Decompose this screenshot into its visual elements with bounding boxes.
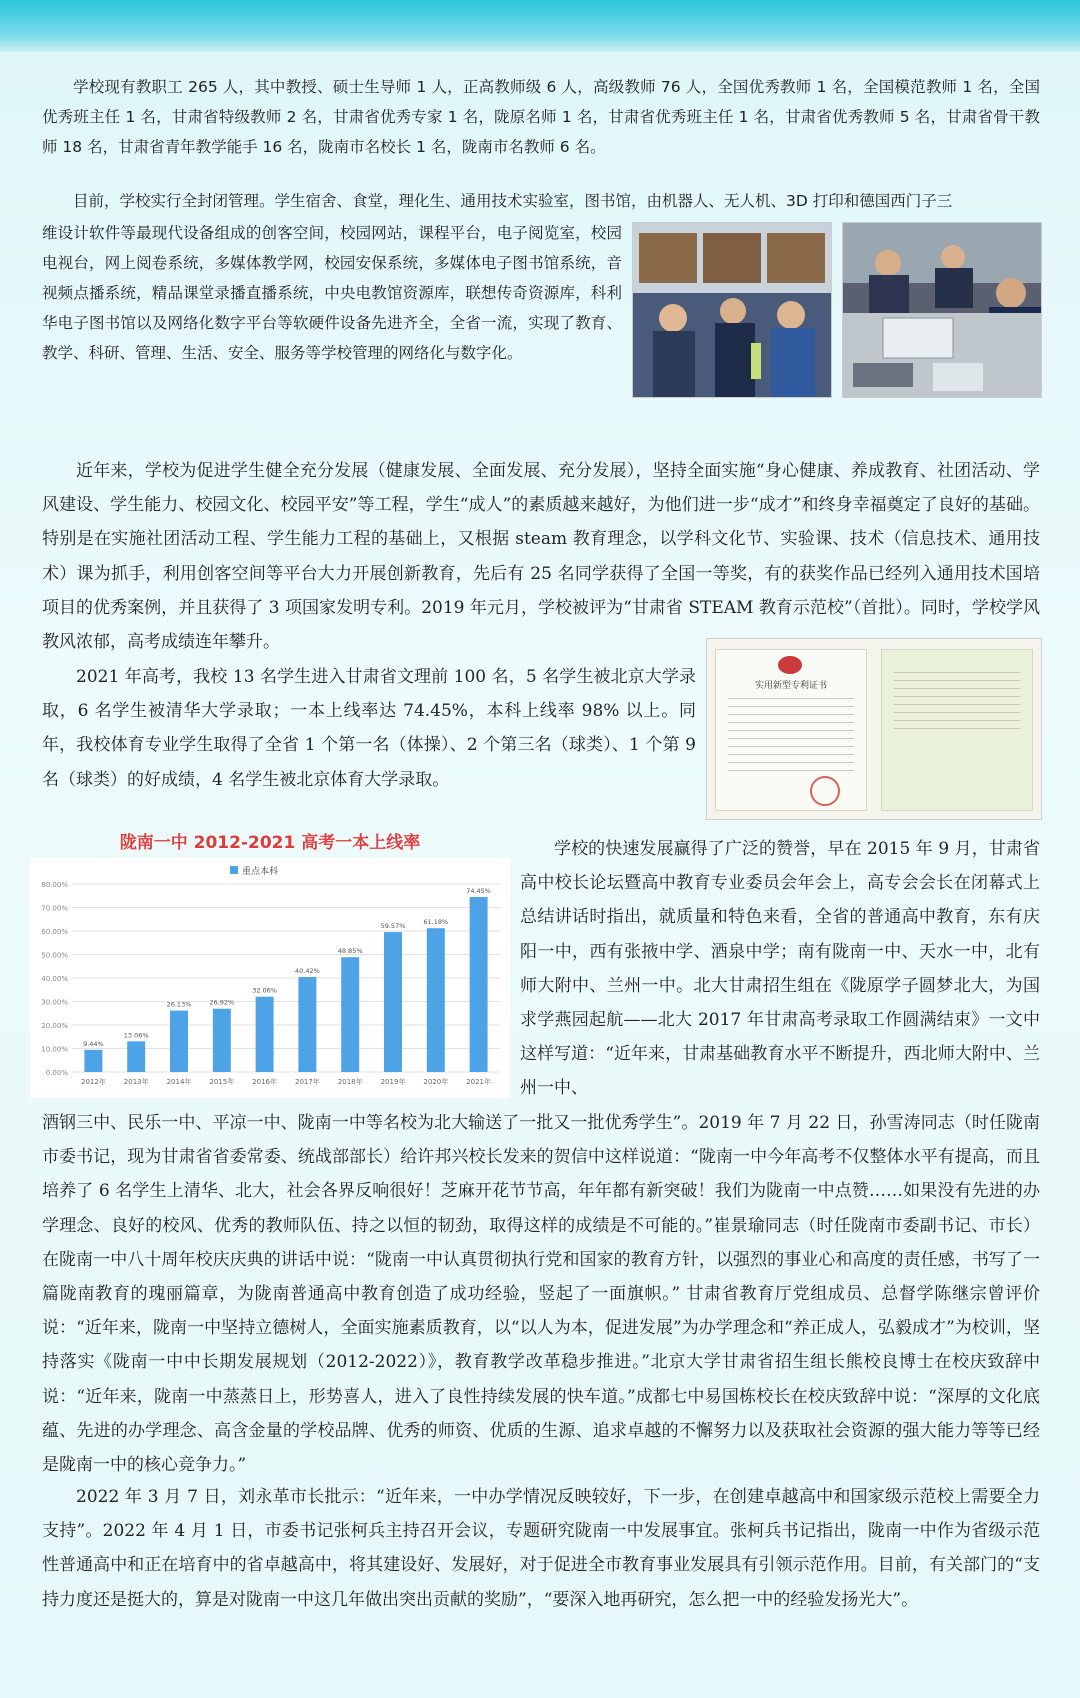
- robotics-photo: [842, 222, 1042, 398]
- development-paragraph: 近年来，学校为促进学生健全充分发展（健康发展、全面发展、充分发展），坚持全面实施“身心健康、养成教育、社团活动、学风建设、学生能力、校园文化、校园平安”等工程，学生“成人”的素质越来越好，为他们进一步“成才”和终身幸福奠定了良好的基础。特别是在实施社团活动工程、学生能力工程的基础上，又根据 steam 教育理念，以学科文化节、实验课、技术（信息技术、通用技术）课为抓手，利用创客空间等平台大力开展创新教育，先后有 25 名同学获得了全国一等奖，有的获奖作品已经列入通用技术国培项目的优秀案例，并且获得了 3 项国家发明专利。2019 年元月，学校被评为“甘肃省 STEAM 教育示范校”（首批）。同时，学校学风教风浓郁，高考成绩连年攀升。: [42, 461, 1040, 653]
- x-tick-label: 2021年: [466, 1078, 492, 1086]
- patent-certificate: [706, 638, 1042, 820]
- bar: [170, 1011, 188, 1072]
- bar-value-label: 9.44%: [83, 1039, 104, 1048]
- x-tick-label: 2014年: [166, 1078, 192, 1086]
- certificate-text-lines: [728, 698, 854, 778]
- y-tick-label: 80.00%: [41, 881, 68, 889]
- bar: [298, 977, 316, 1072]
- x-tick-label: 2017年: [294, 1078, 320, 1086]
- patent-logo: [778, 656, 802, 674]
- bar: [427, 928, 445, 1072]
- praise-paragraph-right: 学校的快速发展赢得了广泛的赞誉，早在 2015 年 9 月，甘肃省高中校长论坛暨高中教育专业委员会年会上，高专会会长在闭幕式上总结讲话时指出，就质量和特色来看，全省的普通高中教育，东有庆阳一中，西有张掖中学、酒泉中学；南有陇南一中、天水一中，北有师大附中、兰州一中。北大甘肃招生组在《陇原学子圆梦北大，为国求学燕园起航——北大 2017 年甘肃高考录取工作圆满结束》一文中这样写道：“近年来，甘肃基础教育水平不断提升，西北师大附中、兰州一中、: [520, 839, 1040, 1099]
- bar-value-label: 26.92%: [209, 998, 235, 1007]
- x-tick-label: 2018年: [337, 1078, 363, 1086]
- legend-label: 重点本科: [242, 867, 279, 877]
- y-tick-label: 20.00%: [41, 1022, 68, 1030]
- x-tick-label: 2015年: [209, 1078, 235, 1086]
- x-tick-label: 2020年: [423, 1078, 449, 1086]
- x-tick-label: 2019年: [380, 1078, 406, 1086]
- classroom-photo: [632, 222, 832, 398]
- x-tick-label: 2012年: [80, 1078, 106, 1086]
- bar-value-label: 40.42%: [295, 967, 320, 976]
- bar-value-label: 26.13%: [166, 1000, 192, 1009]
- bar: [470, 897, 488, 1072]
- praise-paragraph-full: 酒钢三中、民乐一中、平凉一中、陇南一中等名校为北大输送了一批又一批优秀学生”。2019 年 7 月 22 日，孙雪涛同志（时任陇南市委书记，现为甘肃省省委常委、统战部部长）给许邦兴校长发来的贺信中这样说道：“陇南一中今年高考不仅整体水平有提高，而且培养了 6 名学生上清华、北大，社会各界反响很好！芝麻开花节节高，年年都有新突破！我们为陇南一中点赞……如果没有先进的办学理念、良好的校风、优秀的教师队伍、持之以恒的韧劲，取得这样的成绩是不可能的。”崔景瑜同志（时任陇南市委副书记、市长）在陇南一中八十周年校庆庆典的讲话中说：“陇南一中认真贯彻执行党和国家的教育方针，以强烈的事业心和高度的责任感，书写了一篇陇南教育的瑰丽篇章，为陇南普通高中教育创造了成功经验，竖起了一面旗帜。” 甘肃省教育厅党组成员、总督学陈继宗曾评价说：“近年来，陇南一中坚持立德树人，全面实施素质教育，以“以人为本，促进发展”为办学理念和“养正成人，弘毅成才”为校训，坚持落实《陇南一中中长期发展规划（2012-2022）》，教育教学改革稳步推进。”北京大学甘肃省招生组长熊校良博士在校庆致辞中说：“近年来，陇南一中蒸蒸日上，形势喜人，进入了良性持续发展的快车道。”成都七中易国栋校长在校庆致辞中说：“深厚的文化底蕴、先进的办学理念、高含金量的学校品牌、优秀的师资、优质的生源、追求卓越的不懈努力以及获取社会资源的强大能力等等已经是陇南一中的核心竞争力。”: [42, 1113, 1040, 1476]
- classroom-photo-image: [633, 223, 831, 397]
- y-tick-label: 70.00%: [41, 904, 68, 913]
- bar-value-label: 32.06%: [252, 986, 277, 995]
- facilities-paragraph-body: 维设计软件等最现代设备组成的创客空间，校园网站，课程平台，电子阅览室，校园电视台，网上阅卷系统，多媒体教学网，校园安保系统，多媒体电子图书馆系统，音视频点播系统，精品课堂录播直播系统，中央电教馆资源库，联想传奇资源库，科利华电子图书馆以及网络化数字平台等软硬件设备先进齐全，全省一流，实现了教育、教学、科研、管理、生活、安全、服务等学校管理的网络化与数字化。: [42, 224, 622, 362]
- facilities-paragraph-line: 目前，学校实行全封闭管理。学生宿舍、食堂，理化生、通用技术实验室，图书馆，由机器人、无人机、3D 打印和德国西门子三: [73, 192, 953, 210]
- bar: [213, 1009, 231, 1072]
- patent-certificate-title: 实用新型专利证书: [754, 681, 827, 691]
- x-tick-label: 2013年: [123, 1078, 149, 1086]
- staff-paragraph: 学校现有教职工 265 人，其中教授、硕士生导师 1 人，正高教师级 6 人，高级教师 76 人，全国优秀教师 1 名，全国模范教师 1 名，全国优秀班主任 1 名，甘肃省特级教师 2 名，甘肃省优秀专家 1 名，陇原名师 1 名，甘肃省优秀班主任 1 名，甘肃省优秀教师 5 名，甘肃省骨干教师 18 名，甘肃省青年教学能手 16 名，陇南市名校长 1 名，陇南市名教师 6 名。: [42, 78, 1040, 156]
- bar-value-label: 59.57%: [380, 922, 406, 931]
- x-tick-label: 2016年: [252, 1078, 278, 1086]
- y-tick-label: 50.00%: [41, 951, 68, 960]
- bar: [384, 932, 402, 1072]
- certificate-right-text-lines: [894, 672, 1020, 732]
- y-tick-label: 0.00%: [45, 1069, 68, 1077]
- legend-swatch: [230, 866, 238, 874]
- patent-certificate-left-page: [715, 649, 867, 811]
- y-tick-label: 40.00%: [41, 975, 68, 983]
- bar-value-label: 61.18%: [423, 918, 449, 927]
- admission-rate-bar-chart: [30, 858, 510, 1098]
- bar: [127, 1041, 145, 1072]
- patent-certificate-right-page: [881, 649, 1033, 811]
- bar: [256, 997, 274, 1072]
- chart-title: 陇南一中 2012-2021 高考一本上线率: [119, 833, 421, 853]
- bar-value-label: 48.85%: [337, 947, 363, 956]
- certificate-seal: [810, 776, 840, 806]
- top-banner: [0, 0, 1080, 52]
- exam-results-paragraph: 2021 年高考，我校 13 名学生进入甘肃省文理前 100 名，5 名学生被北京大学录取，6 名学生被清华大学录取；一本上线率达 74.45%，本科上线率 98% 以上。同年，我校体育专业学生取得了全省 1 个第一名（体操）、2 个第三名（球类）、1 个第 9 名（球类）的好成绩，4 名学生被北京体育大学录取。: [42, 667, 696, 790]
- y-tick-label: 30.00%: [41, 998, 68, 1007]
- support-paragraph: 2022 年 3 月 7 日，刘永革市长批示：“近年来，一中办学情况反映较好，下一步，在创建卓越高中和国家级示范校上需要全力支持”。2022 年 4 月 1 日，市委书记张柯兵主持召开会议，专题研究陇南一中发展事宜。张柯兵书记指出，陇南一中作为省级示范性普通高中和正在培育中的省卓越高中，将其建设好、发展好，对于促进全市教育事业发展具有引领示范作用。目前，有关部门的“支持力度还是挺大的，算是对陇南一中这几年做出突出贡献的奖励”，“要深入地再研究，怎么把一中的经验发扬光大”。: [42, 1487, 1040, 1610]
- y-tick-label: 10.00%: [41, 1045, 68, 1054]
- bar-value-label: 74.45%: [466, 887, 491, 896]
- y-tick-label: 60.00%: [41, 928, 68, 936]
- bar-value-label: 13.06%: [123, 1031, 149, 1040]
- bar: [84, 1050, 102, 1072]
- robotics-photo-image: [843, 223, 1041, 397]
- bar: [341, 957, 359, 1072]
